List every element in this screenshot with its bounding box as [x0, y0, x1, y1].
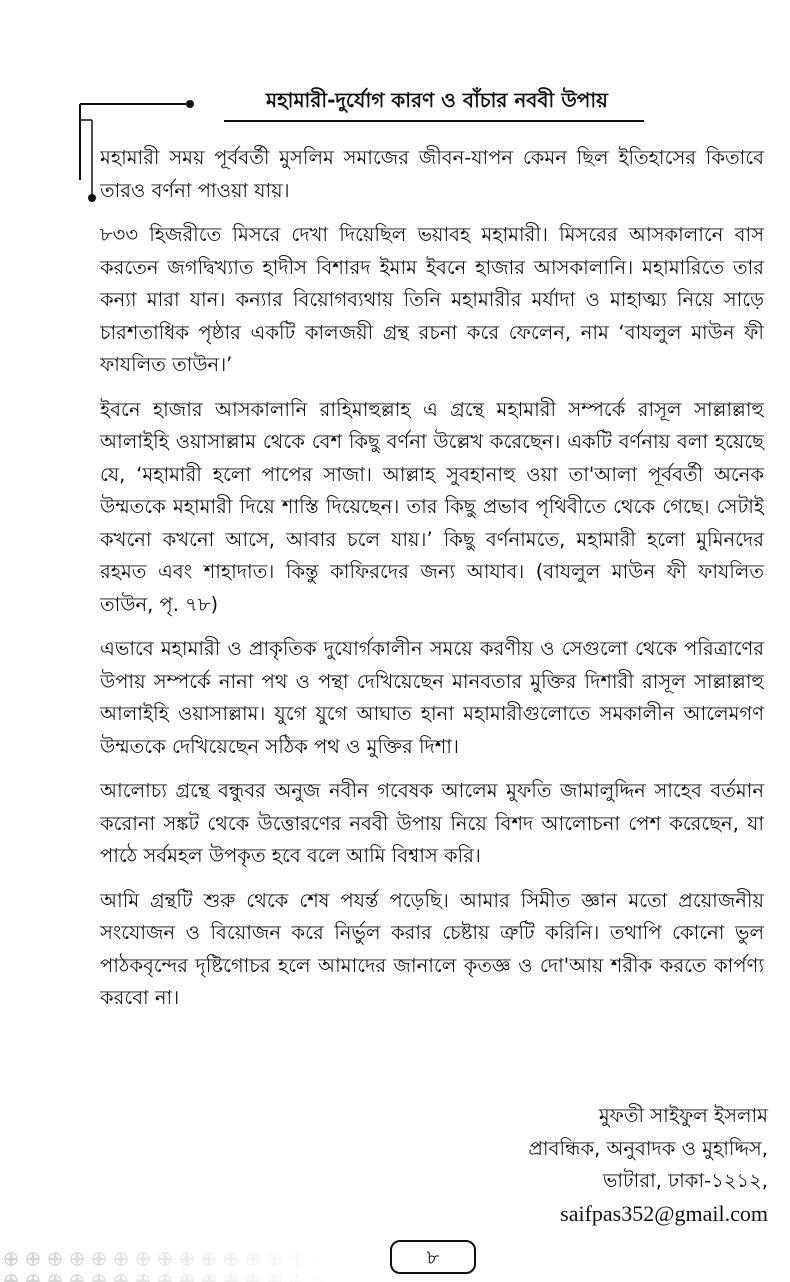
signature-email: saifpas352@gmail.com — [560, 1200, 768, 1226]
signature-address: ভাটারা, ঢাকা-১২১২, — [602, 1169, 768, 1192]
signature-roles: প্রাবন্ধিক, অনুবাদক ও মুহাদ্দিস, — [528, 1136, 768, 1160]
paragraph: আলোচ্য গ্রন্থে বন্ধুবর অনুজ নবীন গবেষক আলেম মুফতি জামালুদ্দিন সাহেব বর্তমান করোনা সঙ্কট থেকে উত্তোরণের নববী উপায় নিয়ে বিশদ আলোচনা পেশ করেছেন, যা পাঠে সর্বমহল উপকৃত হবে বলে আমি বিশ্বাস করি। — [100, 779, 764, 867]
page-header-title: মহামারী-দুর্যোগ কারণ ও বাঁচার নববী উপায় — [266, 88, 608, 112]
footer-pattern — [0, 1248, 330, 1282]
signature-block — [528, 1100, 768, 1230]
paragraph: এভাবে মহামারী ও প্রাকৃতিক দুযোর্গকালীন সময়ে করণীয় ও সেগুলো থেকে পরিত্রাণের উপায় সম্পর্কে নানা পথ ও পন্থা দেখিয়েছেন মানবতার মুক্তির দিশারী রাসূল সাল্লাল্লাহু আলাইহি ওয়াসাল্লাম। যুগে যুগে আঘাত হানা মহামারীগুলোতে সমকালীন আলেমগণ উম্মতকে দেখিয়েছেন সঠিক পথ ও মুক্তির দিশা। — [100, 637, 764, 758]
paragraph: ইবনে হাজার আসকালানি রাহিমাহুল্লাহ এ গ্রন্থে মহামারী সম্পর্কে রাসূল সাল্লাল্লাহু আলাইহি ওয়াসাল্লাম থেকে বেশ কিছু বর্ণনা উল্লেখ করেছেন। একটি বর্ণনায় বলা হয়েছে যে, ‘মহামারী হলো পাপের সাজা। আল্লাহ সুবহানাহু ওয়া তা'আলা পূর্ববর্তী অনেক উম্মতকে মহামারী দিয়ে শাস্তি দিয়েছেন। তার কিছু প্রভাব পৃথিবীতে থেকে গেছে। সেটাই কখনো কখনো আসে, আবার চলে যায়।’ কিছু বর্ণনামতে, মহামারী হলো মুমিনদের রহমত এবং শাহাদাত। কিন্তু কাফিরদের জন্য আযাব। (বাযলুল মাউন ফী ফাযলিত তাউন, পৃ. ৭৮) — [100, 397, 764, 616]
signature-name: মুফতী সাইফুল ইসলাম — [598, 1104, 768, 1127]
body-text — [100, 142, 764, 1027]
paragraph: ৮৩৩ হিজরীতে মিসরে দেখা দিয়েছিল ভয়াবহ মহামারী। মিসরের আসকালানে বাস করতেন জগদ্বিখ্যাত হাদীস বিশারদ ইমাম ইবনে হাজার আসকালানি। মহামারিতে তার কন্যা মারা যান। কন্যার বিয়োগব্যথায় তিনি মহামারীর মর্যাদা ও মাহাত্ম্য নিয়ে সাড়ে চারশতাধিক পৃষ্ঠার একটি কালজয়ী গ্রন্থ রচনা করে ফেলেন, নাম ‘বাযলুল মাউন ফী ফাযলিত তাউন।’ — [100, 223, 764, 376]
paragraph: আমি গ্রন্থটি শুরু থেকে শেষ পযর্ন্ত পড়েছি। আমার সিমীত জ্ঞান মতো প্রয়োজনীয় সংযোজন ও বিয়োজন করে নির্ভুল করার চেষ্টায় ত্রুটি করিনি। তথাপি কোনো ভুল পাঠকবৃন্দের দৃষ্টিগোচর হলে আমাদের জানালে কৃতজ্ঞ ও দো'আয় শরীক করতে কার্পণ্য করবো না। — [100, 888, 764, 1009]
header-rule — [224, 120, 644, 122]
paragraph: মহামারী সময় পূর্ববর্তী মুসলিম সমাজের জীবন-যাপন কেমন ছিল ইতিহাসের কিতাবে তারও বর্ণনা পাওয়া যায়। — [100, 146, 764, 202]
page-number: ৮ — [390, 1240, 476, 1274]
